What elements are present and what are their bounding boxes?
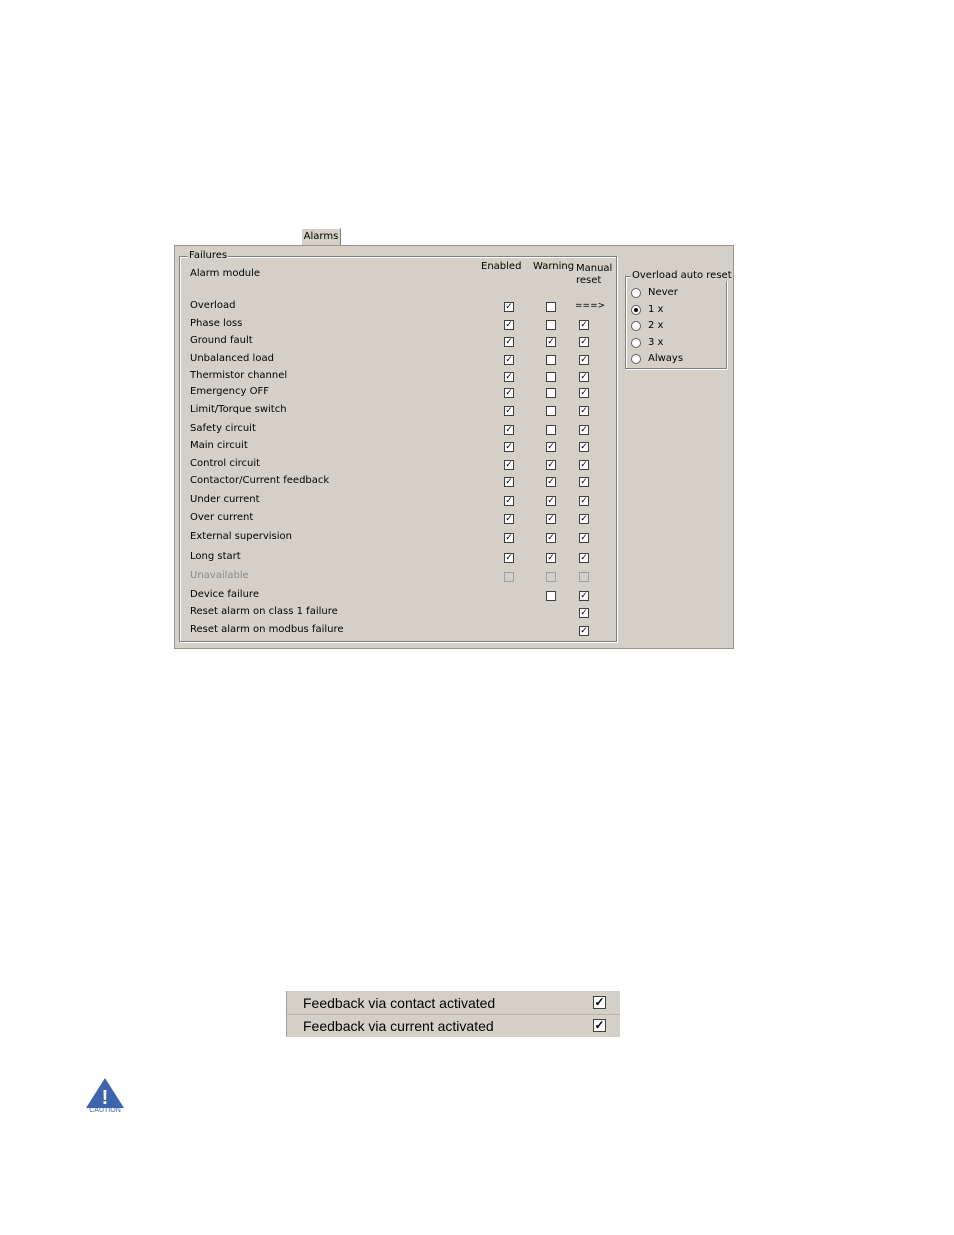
enabled-checkbox[interactable]: ✓: [505, 337, 513, 347]
enabled-checkbox[interactable]: ✓: [505, 302, 513, 312]
manual-checkbox[interactable]: ✓: [580, 477, 588, 487]
enabled-checkbox[interactable]: ✓: [505, 553, 513, 563]
manual-checkbox[interactable]: ✓: [580, 514, 588, 524]
column-divider: [616, 301, 617, 641]
failure-label: Unbalanced load: [190, 353, 274, 364]
manual-checkbox[interactable]: ✓: [580, 388, 588, 398]
caution-label: CAUTION: [89, 1107, 121, 1114]
feedback-checkbox[interactable]: ✓: [594, 996, 605, 1009]
warning-checkbox[interactable]: ✓: [547, 442, 555, 452]
feedback-checkbox[interactable]: ✓: [594, 1019, 605, 1032]
warning-checkbox[interactable]: [546, 320, 556, 330]
warning-checkbox[interactable]: [546, 425, 556, 435]
manual-checkbox[interactable]: ✓: [580, 442, 588, 452]
manual-checkbox[interactable]: ✓: [580, 608, 588, 618]
manual-checkbox[interactable]: ✓: [580, 320, 588, 330]
failure-label: Contactor/Current feedback: [190, 475, 330, 486]
warning-checkbox[interactable]: [546, 302, 556, 312]
enabled-checkbox[interactable]: ✓: [505, 496, 513, 506]
failure-label: Unavailable: [190, 570, 249, 581]
radio-overload-reset[interactable]: [631, 321, 641, 331]
failure-label: Device failure: [190, 589, 259, 600]
tab-alarms[interactable]: Alarms: [301, 228, 341, 246]
failure-label: Limit/Torque switch: [190, 404, 287, 415]
enabled-checkbox[interactable]: ✓: [505, 320, 513, 330]
failure-label: Emergency OFF: [190, 386, 269, 397]
failure-label: Ground fault: [190, 335, 253, 346]
enabled-checkbox[interactable]: ✓: [505, 372, 513, 382]
radio-label: 2 x: [648, 320, 664, 331]
failure-label: Under current: [190, 494, 260, 505]
failure-label: Over current: [190, 512, 254, 523]
enabled-checkbox[interactable]: ✓: [505, 355, 513, 365]
warning-checkbox[interactable]: [546, 355, 556, 365]
manual-checkbox: [579, 572, 589, 582]
warning-checkbox[interactable]: ✓: [547, 553, 555, 563]
enabled-checkbox[interactable]: ✓: [505, 388, 513, 398]
failure-label: Long start: [190, 551, 241, 562]
warning-checkbox[interactable]: ✓: [547, 533, 555, 543]
manual-checkbox[interactable]: ✓: [580, 425, 588, 435]
enabled-checkbox: [504, 572, 514, 582]
warning-checkbox[interactable]: [546, 406, 556, 416]
radio-label: Always: [648, 353, 684, 364]
warning-checkbox[interactable]: ✓: [547, 460, 555, 470]
overload-reset-legend: Overload auto reset: [632, 270, 732, 281]
warning-checkbox[interactable]: [546, 388, 556, 398]
manual-checkbox[interactable]: ✓: [580, 626, 588, 636]
warning-checkbox: [546, 572, 556, 582]
enabled-checkbox[interactable]: ✓: [505, 425, 513, 435]
radio-overload-reset[interactable]: [631, 305, 641, 315]
failure-label: Thermistor channel: [190, 370, 288, 381]
manual-checkbox[interactable]: ✓: [580, 406, 588, 416]
warning-checkbox[interactable]: [546, 591, 556, 601]
caution-symbol: !: [101, 1087, 109, 1109]
failure-label: Control circuit: [190, 458, 261, 469]
failure-label: Safety circuit: [190, 423, 256, 434]
manual-checkbox[interactable]: ✓: [580, 337, 588, 347]
failures-legend: Failures: [189, 250, 228, 261]
enabled-checkbox[interactable]: ✓: [505, 460, 513, 470]
failure-label: Overload: [190, 300, 236, 311]
manual-checkbox[interactable]: ✓: [580, 372, 588, 382]
warning-checkbox[interactable]: [546, 372, 556, 382]
feedback-panel: [286, 991, 620, 1037]
radio-overload-reset[interactable]: [631, 354, 641, 364]
radio-label: 1 x: [648, 304, 664, 315]
failure-label: Reset alarm on class 1 failure: [190, 606, 338, 617]
radio-label: Never: [648, 287, 678, 298]
warning-checkbox[interactable]: ✓: [547, 337, 555, 347]
failure-label: Main circuit: [190, 440, 248, 451]
manual-checkbox[interactable]: ✓: [580, 591, 588, 601]
enabled-checkbox[interactable]: ✓: [505, 406, 513, 416]
alarms-dialog: [174, 245, 734, 649]
failure-label: Phase loss: [190, 318, 243, 329]
warning-checkbox[interactable]: ✓: [547, 514, 555, 524]
radio-label: 3 x: [648, 337, 664, 348]
manual-checkbox[interactable]: ✓: [580, 460, 588, 470]
warning-checkbox[interactable]: ✓: [547, 477, 555, 487]
radio-overload-reset[interactable]: [631, 338, 641, 348]
failure-label: Reset alarm on modbus failure: [190, 624, 344, 635]
warning-checkbox[interactable]: ✓: [547, 496, 555, 506]
header-manual-reset: Manual reset: [576, 263, 613, 286]
enabled-checkbox[interactable]: ✓: [505, 442, 513, 452]
header-warning: Warning: [533, 261, 575, 272]
manual-checkbox[interactable]: ✓: [580, 533, 588, 543]
radio-overload-reset[interactable]: [631, 288, 641, 298]
enabled-checkbox[interactable]: ✓: [505, 514, 513, 524]
feedback-label: Feedback via contact activated: [303, 995, 496, 1011]
enabled-checkbox[interactable]: ✓: [505, 533, 513, 543]
feedback-label: Feedback via current activated: [303, 1018, 494, 1034]
overload-arrow: ===>: [575, 301, 606, 311]
header-enabled: Enabled: [481, 261, 522, 272]
manual-checkbox[interactable]: ✓: [580, 496, 588, 506]
failure-label: External supervision: [190, 531, 292, 542]
manual-checkbox[interactable]: ✓: [580, 553, 588, 563]
manual-checkbox[interactable]: ✓: [580, 355, 588, 365]
header-alarm-module: Alarm module: [190, 268, 261, 279]
enabled-checkbox[interactable]: ✓: [505, 477, 513, 487]
